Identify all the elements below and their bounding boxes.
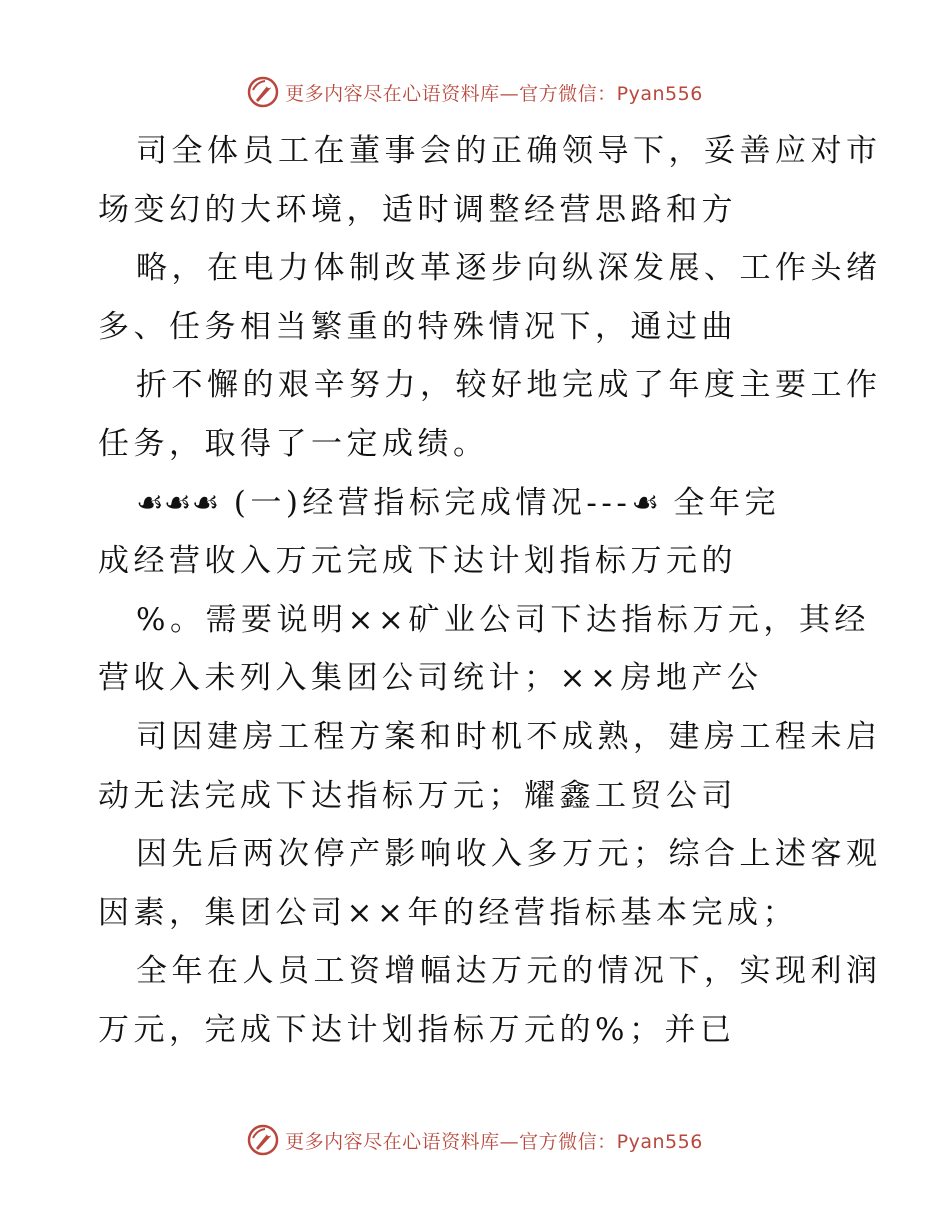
pen-nib-logo-icon bbox=[247, 76, 279, 108]
footer-banner bbox=[0, 1120, 950, 1160]
fleuron-ornament-icon: ☙ bbox=[631, 484, 660, 521]
banner-wechat-text: 官方微信：Pyan556 bbox=[519, 1130, 703, 1153]
body-line: 略，在电力体制改革逐步向纵深发展、工作头绪 bbox=[136, 250, 882, 287]
body-line: 成经营收入万元完成下达计划指标万元的 bbox=[98, 543, 737, 580]
fleuron-ornament-icon: ☙☙☙ bbox=[136, 484, 220, 521]
body-line: 因素，集团公司××年的经营指标基本完成； bbox=[98, 894, 798, 931]
body-line: 全年在人员工资增幅达万元的情况下，实现利润 bbox=[136, 953, 882, 990]
section-heading-line bbox=[98, 474, 858, 533]
body-line: 任务，取得了一定成绩。 bbox=[98, 425, 489, 462]
banner-wechat-text: 官方微信：Pyan556 bbox=[519, 82, 703, 105]
body-line: %。需要说明××矿业公司下达指标万元，其经 bbox=[136, 601, 870, 638]
body-line: 因先后两次停产影响收入多万元；综合上述客观 bbox=[136, 836, 882, 873]
pen-nib-logo-icon bbox=[247, 1124, 279, 1156]
body-line: 多、任务相当繁重的特殊情况下，通过曲 bbox=[98, 308, 737, 345]
banner-site-text: 更多内容尽在心语资料库 bbox=[285, 82, 500, 105]
body-line: 营收入未列入集团公司统计；××房地产公 bbox=[98, 660, 763, 697]
section-heading-tail: 全年完 bbox=[673, 484, 781, 521]
document-body bbox=[98, 122, 882, 1060]
body-line: 司全体员工在董事会的正确领导下，妥善应对市 bbox=[136, 133, 882, 169]
banner-dash: — bbox=[499, 82, 520, 105]
body-line: 折不懈的艰辛努力，较好地完成了年度主要工作 bbox=[136, 367, 882, 404]
banner-site-text: 更多内容尽在心语资料库 bbox=[285, 1130, 500, 1153]
banner-dash: — bbox=[499, 1130, 520, 1153]
header-banner bbox=[0, 72, 950, 112]
body-line: 动无法完成下达指标万元；耀鑫工贸公司 bbox=[98, 777, 737, 814]
body-line: 万元，完成下达计划指标万元的%；并已 bbox=[98, 1011, 736, 1048]
body-line: 场变幻的大环境，适时调整经营思路和方 bbox=[98, 191, 737, 228]
body-line: 司因建房工程方案和时机不成熟，建房工程未启 bbox=[136, 718, 882, 755]
section-heading: (一)经营指标完成情况--- bbox=[233, 484, 632, 521]
